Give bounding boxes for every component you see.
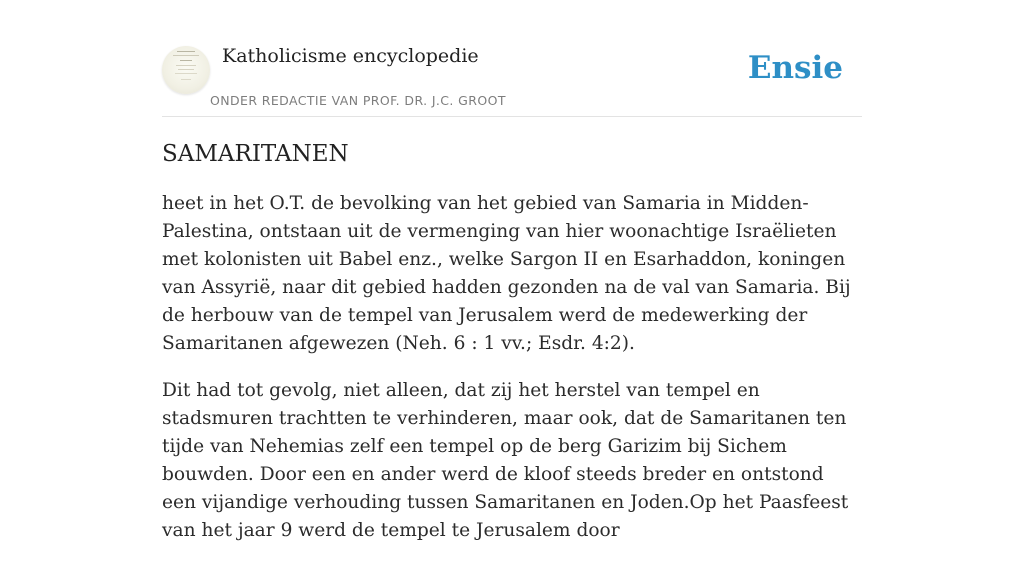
article-title: SAMARITANEN bbox=[162, 141, 349, 167]
header bbox=[162, 0, 862, 117]
ensie-logo[interactable]: Ensie bbox=[747, 50, 843, 86]
article-paragraph: Dit had tot gevolg, niet alleen, dat zij het herstel van tempel en stadsmuren trachtten te verhinderen, maar ook, dat de Samaritanen ten tijde van Nehemias zelf een tempel op de berg Garizim bij Sichem bouwden. Door een en ander werd de kloof steeds breder en ontstond een vijandige verhouding tussen Samaritanen en Joden.Op het Paasfeest van het jaar 9 werd de tempel te Jerusalem door bbox=[162, 380, 849, 541]
article-paragraph: heet in het O.T. de bevolking van het gebied van Samaria in Midden-Palestina, ontstaan uit de vermenging van hier woonachtige Israëlieten met kolonisten uit Babel enz., welke Sargon II en Esarhaddon, koningen van Assyrië, naar dit gebied hadden gezonden na de val van Samaria. Bij de herbouw van de tempel van Jerusalem werd de medewerking der Samaritanen afgewezen (Neh. 6 : 1 vv.; Esdr. 4:2). bbox=[162, 193, 851, 354]
editor-subtitle: ONDER REDACTIE VAN PROF. DR. J.C. GROOT bbox=[210, 93, 506, 108]
book-title[interactable]: Katholicisme encyclopedie bbox=[222, 45, 479, 67]
article bbox=[162, 138, 862, 564]
book-cover-icon[interactable] bbox=[162, 46, 210, 94]
